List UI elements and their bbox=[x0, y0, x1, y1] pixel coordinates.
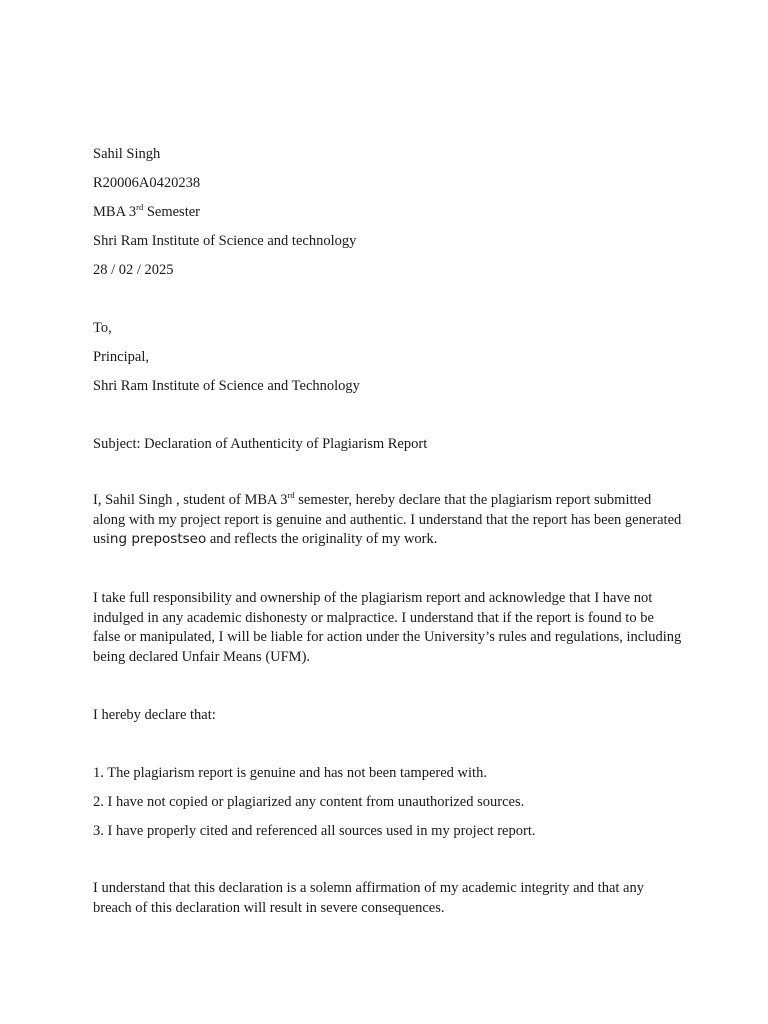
recipient-title: Principal, bbox=[93, 349, 149, 365]
program-prefix: MBA 3 bbox=[93, 204, 137, 220]
sender-roll-number: R20006A0420238 bbox=[93, 175, 201, 191]
letter-date: 28 / 02 / 2025 bbox=[93, 262, 174, 278]
program-superscript: rd bbox=[136, 202, 144, 212]
paragraph-authenticity bbox=[93, 491, 683, 550]
paragraph-responsibility: I take full responsibility and ownership of the plagiarism report and acknowledge that I have not indulged in any academic dishonesty or malpractice. I understand that if the report is found to be false or manipulated, I will be liable for action under the University’s rules and regulations, including being declared Unfair Means (UFM). bbox=[93, 590, 682, 665]
declaration-item-1: 1. The plagiarism report is genuine and has not been tampered with. bbox=[93, 765, 487, 781]
sender-name: Sahil Singh bbox=[93, 146, 161, 162]
declaration-item-2: 2. I have not copied or plagiarized any content from unauthorized sources. bbox=[93, 794, 525, 810]
paragraph-authenticity-tool: ng prepostseo bbox=[109, 531, 207, 547]
declaration-item-3: 3. I have properly cited and referenced all sources used in my project report. bbox=[93, 823, 536, 839]
recipient-institute: Shri Ram Institute of Science and Technology bbox=[93, 378, 360, 394]
paragraph-authenticity-part1: I, Sahil Singh , student of MBA 3 bbox=[93, 492, 288, 508]
recipient-salutation: To, bbox=[93, 320, 112, 336]
closing-paragraph: I understand that this declaration is a solemn affirmation of my academic integrity and that any breach of this declaration will result in severe consequences. bbox=[93, 880, 644, 916]
paragraph-authenticity-part3: and reflects the originality of my work. bbox=[206, 531, 438, 547]
declare-intro: I hereby declare that: bbox=[93, 707, 216, 723]
paragraph-authenticity-part2: semester, hereby declare that the plagiarism report submitted along with my project report is genuine and authentic. I understand that the report has been generated usi bbox=[93, 492, 682, 547]
paragraph-authenticity-superscript: rd bbox=[287, 490, 295, 500]
program-suffix: Semester bbox=[143, 204, 200, 220]
sender-institute: Shri Ram Institute of Science and technology bbox=[93, 233, 357, 249]
letter-subject: Subject: Declaration of Authenticity of Plagiarism Report bbox=[93, 436, 428, 452]
sender-program bbox=[93, 203, 200, 221]
